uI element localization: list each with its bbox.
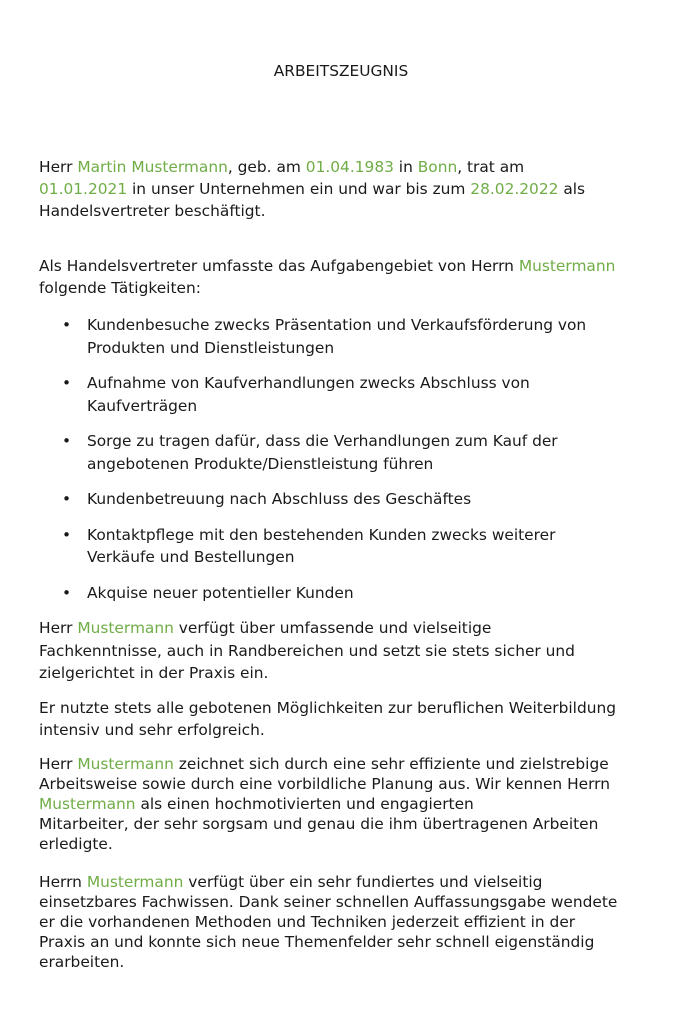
work-style-line-3	[39, 794, 659, 814]
birth-place: Bonn	[417, 158, 458, 176]
work-style-paragraph	[39, 754, 659, 854]
list-item	[39, 524, 659, 569]
duties-intro-line-2: folgende Tätigkeiten:	[39, 279, 201, 297]
work-style-line-5: erledigte.	[39, 835, 113, 853]
knowledge-line-3: zielgerichtet in der Praxis ein.	[39, 664, 269, 682]
employee-name: Mustermann	[77, 619, 174, 637]
bullet-icon: •	[62, 583, 72, 602]
list-item-line: angebotenen Produkte/Dienstleistung führen	[87, 454, 434, 473]
intro-line-1	[39, 156, 659, 178]
duties-intro-line-1	[39, 255, 659, 277]
list-item-line: Sorge zu tragen dafür, dass die Verhandlungen zum Kauf der	[87, 432, 558, 450]
training-line-2: intensiv und sehr erfolgreich.	[39, 721, 265, 739]
list-item-line: Produkten und Dienstleistungen	[87, 338, 335, 357]
text: Herr	[39, 755, 78, 773]
list-item	[39, 314, 659, 359]
employee-name: Mustermann	[518, 257, 616, 275]
work-style-line-2: Arbeitsweise sowie durch eine vorbildliche Planung aus. Wir kennen Herrn	[39, 775, 610, 793]
birth-date: 01.04.1983	[305, 158, 394, 176]
work-style-line-1	[39, 754, 659, 774]
duties-intro-paragraph	[39, 255, 659, 299]
list-item	[39, 430, 659, 475]
intro-line-2	[39, 178, 659, 200]
list-item-line: Kundenbetreuung nach Abschluss des Geschäftes	[87, 490, 472, 508]
list-item	[39, 488, 659, 511]
knowledge-paragraph	[39, 617, 659, 685]
list-item-line: Akquise neuer potentieller Kunden	[87, 583, 354, 602]
text: als	[558, 180, 586, 198]
list-item-line: Aufnahme von Kaufverhandlungen zwecks Abschluss von	[87, 374, 530, 392]
training-line-1: Er nutzte stets alle gebotenen Möglichkeiten zur beruflichen Weiterbildung	[39, 699, 616, 717]
bullet-icon: •	[62, 374, 72, 392]
employee-name: Mustermann	[77, 755, 174, 773]
intro-paragraph	[39, 156, 659, 222]
list-item	[39, 372, 659, 417]
bullet-icon: •	[62, 490, 72, 508]
text: als einen hochmotivierten und engagierten	[135, 795, 474, 813]
expertise-paragraph	[39, 872, 659, 972]
text: Herrn	[39, 873, 87, 891]
text: Herr	[39, 158, 78, 176]
bullet-icon: •	[62, 432, 72, 450]
text: , geb. am	[227, 158, 306, 176]
text: verfügt über umfassende und vielseitige	[173, 619, 492, 637]
employee-name: Mustermann	[39, 795, 136, 813]
employee-name: Mustermann	[86, 873, 184, 891]
employee-full-name: Martin Mustermann	[77, 158, 228, 176]
end-date: 28.02.2022	[470, 180, 559, 198]
list-item-line: Kontaktpflege mit den bestehenden Kunden zwecks weiterer	[87, 525, 556, 544]
start-date: 01.01.2021	[39, 180, 128, 198]
text: zeichnet sich durch eine sehr effiziente und zielstrebige	[173, 755, 609, 773]
text: in	[393, 158, 418, 176]
list-item-line: Kundenbesuche zwecks Präsentation und Verkaufsförderung von	[87, 316, 587, 334]
knowledge-line-1	[39, 617, 659, 640]
list-item	[39, 582, 659, 605]
document-title: ARBEITSZEUGNIS	[273, 62, 409, 80]
text: Herr	[39, 619, 78, 637]
knowledge-line-2: Fachkenntnisse, auch in Randbereichen und setzt sie stets sicher und	[39, 641, 575, 660]
work-style-line-4: Mitarbeiter, der sehr sorgsam und genau die ihm übertragenen Arbeiten	[39, 815, 599, 833]
expertise-line-2: einsetzbares Fachwissen. Dank seiner schnellen Auffassungsgabe wendete	[39, 893, 618, 911]
expertise-line-4: Praxis an und konnte sich neue Themenfelder sehr schnell eigenständig	[39, 933, 595, 951]
expertise-line-3: er die vorhandenen Methoden und Techniken jederzeit effizient in der	[39, 913, 576, 931]
expertise-line-5: erarbeiten.	[39, 953, 125, 971]
bullet-icon: •	[62, 525, 72, 544]
list-item-line: Verkäufe und Bestellungen	[87, 548, 295, 566]
text: verfügt über ein sehr fundiertes und vielseitig	[183, 873, 543, 891]
text: Als Handelsvertreter umfasste das Aufgabengebiet von Herrn	[39, 257, 519, 275]
text: , trat am	[457, 158, 525, 176]
bullet-icon: •	[62, 316, 72, 334]
intro-line-3: Handelsvertreter beschäftigt.	[39, 202, 266, 220]
expertise-line-1	[39, 872, 659, 892]
duties-list	[39, 314, 659, 604]
training-paragraph	[39, 697, 659, 741]
text: in unser Unternehmen ein und war bis zum	[127, 180, 471, 198]
list-item-line: Kaufverträgen	[87, 396, 198, 415]
